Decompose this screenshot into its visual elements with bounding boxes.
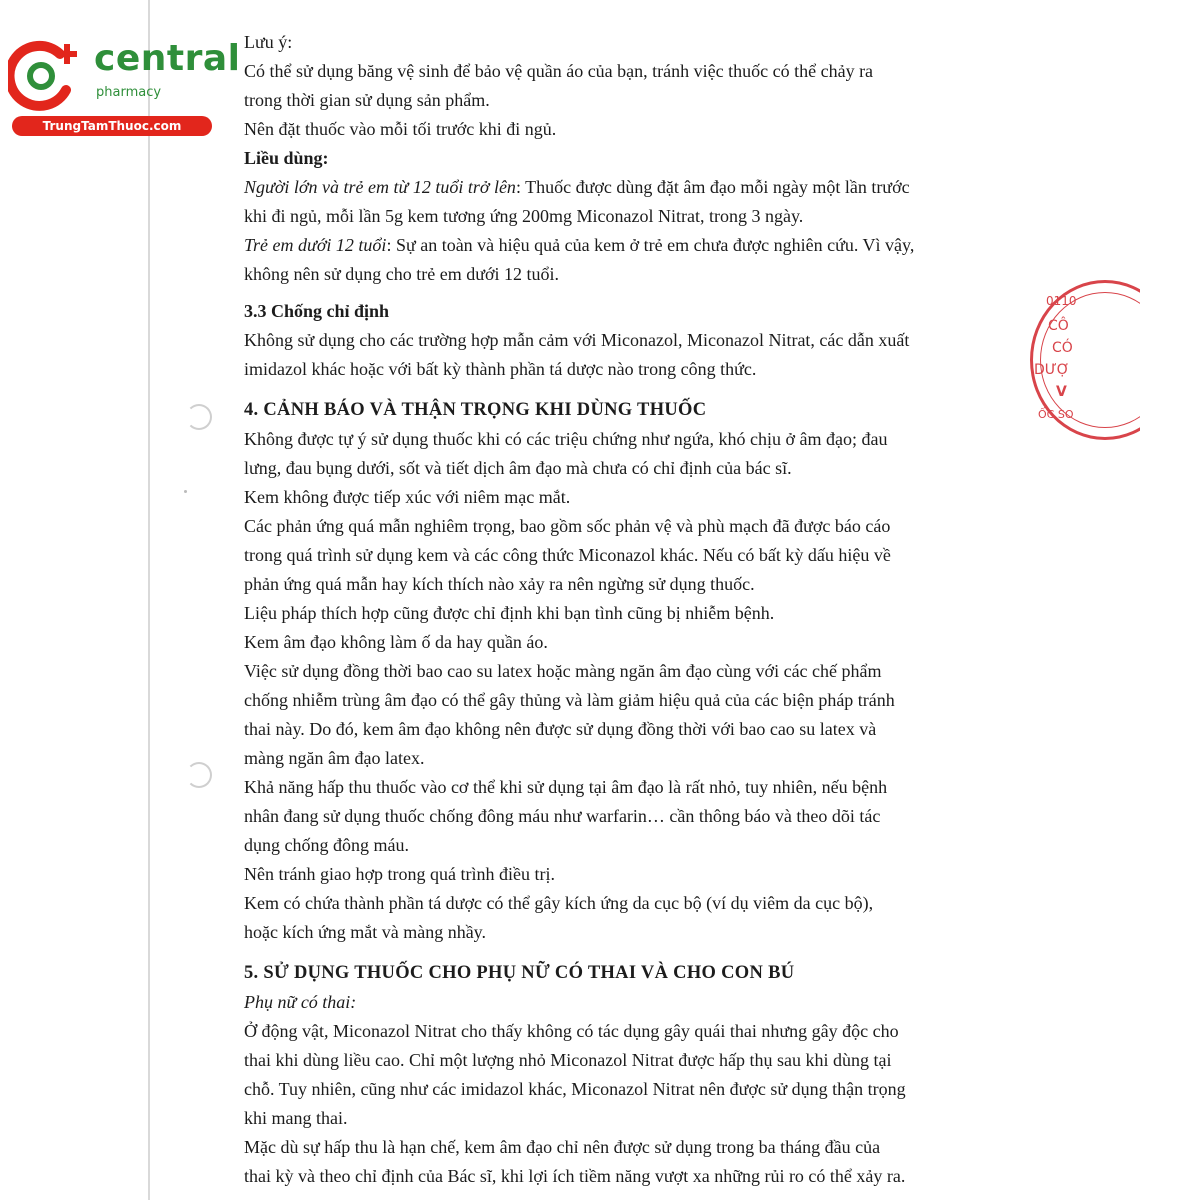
note-line: Có thể sử dụng băng vệ sinh để bảo vệ quần áo của bạn, tránh việc thuốc có thể chảy ra: [244, 61, 874, 81]
warning-line: Khả năng hấp thu thuốc vào cơ thể khi sử dụng tại âm đạo là rất nhỏ, tuy nhiên, nếu bệnh: [244, 777, 888, 797]
dosage-line: khi đi ngủ, mỗi lần 5g kem tương ứng 200mg Miconazol Nitrat, trong 3 ngày.: [244, 206, 804, 226]
warning-line: Không được tự ý sử dụng thuốc khi có các triệu chứng như ngứa, khó chịu ở âm đạo; đau: [244, 429, 888, 449]
note-line: trong thời gian sử dụng sản phẩm.: [244, 90, 490, 110]
warning-line: màng ngăn âm đạo latex.: [244, 748, 425, 768]
punch-hole: [186, 762, 212, 788]
red-stamp: [1030, 280, 1140, 440]
stamp-text: V: [1056, 384, 1067, 400]
pregnancy-line: Mặc dù sự hấp thu là hạn chế, kem âm đạo chỉ nên được sử dụng trong ba tháng đầu của: [244, 1137, 881, 1157]
stamp-text: DƯỢ: [1034, 362, 1070, 378]
dosage-adult-label: Người lớn và trẻ em từ 12 tuổi trở lên: [244, 177, 516, 197]
contraindication-line: imidazol khác hoặc với bất kỳ thành phần tá dược nào trong công thức.: [244, 359, 757, 379]
logo-subtitle: pharmacy: [96, 85, 162, 100]
central-pharmacy-logo[interactable]: [8, 36, 241, 136]
punch-hole: [186, 404, 212, 430]
pregnancy-line: khi mang thai.: [244, 1108, 348, 1128]
page-edge: [148, 0, 150, 1200]
warning-line: phản ứng quá mẫn hay kích thích nào xảy ra nên ngừng sử dụng thuốc.: [244, 574, 755, 594]
stamp-text: ỐC SO: [1038, 408, 1074, 421]
stamp-text: CÓ: [1052, 340, 1073, 356]
warning-line: Nên tránh giao hợp trong quá trình điều trị.: [244, 864, 555, 884]
note-line: Nên đặt thuốc vào mỗi tối trước khi đi ngủ.: [244, 119, 557, 139]
pregnancy-subheading-text: Phụ nữ có thai:: [244, 992, 357, 1012]
logo-name: central: [94, 38, 241, 79]
dosage-child-line: [244, 231, 1006, 260]
pregnancy-line: thai kỳ và theo chỉ định của Bác sĩ, khi lợi ích tiềm năng vượt xa những rủi ro có thể xảy ra.: [244, 1166, 906, 1186]
warning-line: Liệu pháp thích hợp cũng được chỉ định khi bạn tình cũng bị nhiễm bệnh.: [244, 603, 775, 623]
section-4-heading: 4. CẢNH BÁO VÀ THẬN TRỌNG KHI DÙNG THUỐC: [244, 400, 707, 420]
section-5-heading: 5. SỬ DỤNG THUỐC CHO PHỤ NỮ CÓ THAI VÀ CHO CON BÚ: [244, 963, 795, 983]
note-title: Lưu ý:: [244, 32, 293, 52]
dosage-adult-text: : Thuốc được dùng đặt âm đạo mỗi ngày một lần trước: [515, 177, 910, 197]
stamp-text: 0110: [1046, 294, 1077, 308]
warning-line: lưng, đau bụng dưới, sốt và tiết dịch âm đạo mà chưa có chỉ định của bác sĩ.: [244, 458, 792, 478]
dosage-child-label: Trẻ em dưới 12 tuổi: [244, 235, 387, 255]
warning-line: nhân đang sử dụng thuốc chống đông máu như warfarin… cần thông báo và theo dõi tác: [244, 806, 881, 826]
warning-line: chống nhiễm trùng âm đạo có thể gây thủng và làm giảm hiệu quả của các biện pháp tránh: [244, 690, 895, 710]
speck: [184, 490, 187, 493]
pregnancy-line: chỗ. Tuy nhiên, cũng như các imidazol khác, Miconazol Nitrat nên được sử dụng thận trọng: [244, 1079, 906, 1099]
warning-line: Các phản ứng quá mẫn nghiêm trọng, bao gồm sốc phản vệ và phù mạch đã được báo cáo: [244, 516, 891, 536]
pregnancy-line: Ở động vật, Miconazol Nitrat cho thấy không có tác dụng gây quái thai nhưng gây độc cho: [244, 1021, 899, 1041]
pregnancy-subheading: [244, 988, 1006, 1017]
warning-line: Kem không được tiếp xúc với niêm mạc mắt.: [244, 487, 571, 507]
warning-line: dụng chống đông máu.: [244, 835, 409, 855]
dosage-title: Liều dùng:: [244, 148, 329, 168]
stamp-text: CÔ: [1048, 318, 1069, 334]
dosage-line: không nên sử dụng cho trẻ em dưới 12 tuổi.: [244, 264, 559, 284]
document-body: [244, 28, 1006, 1191]
warning-line: trong quá trình sử dụng kem và các công thức Miconazol khác. Nếu có bất kỳ dấu hiệu về: [244, 545, 891, 565]
warning-line: hoặc kích ứng mắt và màng nhầy.: [244, 922, 487, 942]
warning-line: thai này. Do đó, kem âm đạo không nên được sử dụng đồng thời với bao cao su latex và: [244, 719, 877, 739]
warning-line: Việc sử dụng đồng thời bao cao su latex hoặc màng ngăn âm đạo cùng với các chế phẩm: [244, 661, 882, 681]
warning-line: Kem âm đạo không làm ố da hay quần áo.: [244, 632, 548, 652]
logo-mark-icon: [8, 36, 92, 114]
contraindication-line: Không sử dụng cho các trường hợp mẫn cảm với Miconazol, Miconazol Nitrat, các dẫn xuất: [244, 330, 910, 350]
dosage-adult-line: [244, 173, 1006, 202]
dosage-child-text: : Sự an toàn và hiệu quả của kem ở trẻ em chưa được nghiên cứu. Vì vậy,: [386, 235, 915, 255]
section-3-3-heading: 3.3 Chống chỉ định: [244, 301, 390, 321]
warning-line: Kem có chứa thành phần tá dược có thể gây kích ứng da cục bộ (ví dụ viêm da cục bộ),: [244, 893, 874, 913]
logo-site-link[interactable]: TrungTamThuoc.com: [12, 116, 212, 136]
pregnancy-line: thai khi dùng liều cao. Chỉ một lượng nhỏ Miconazol Nitrat được hấp thụ sau khi dùng tại: [244, 1050, 892, 1070]
